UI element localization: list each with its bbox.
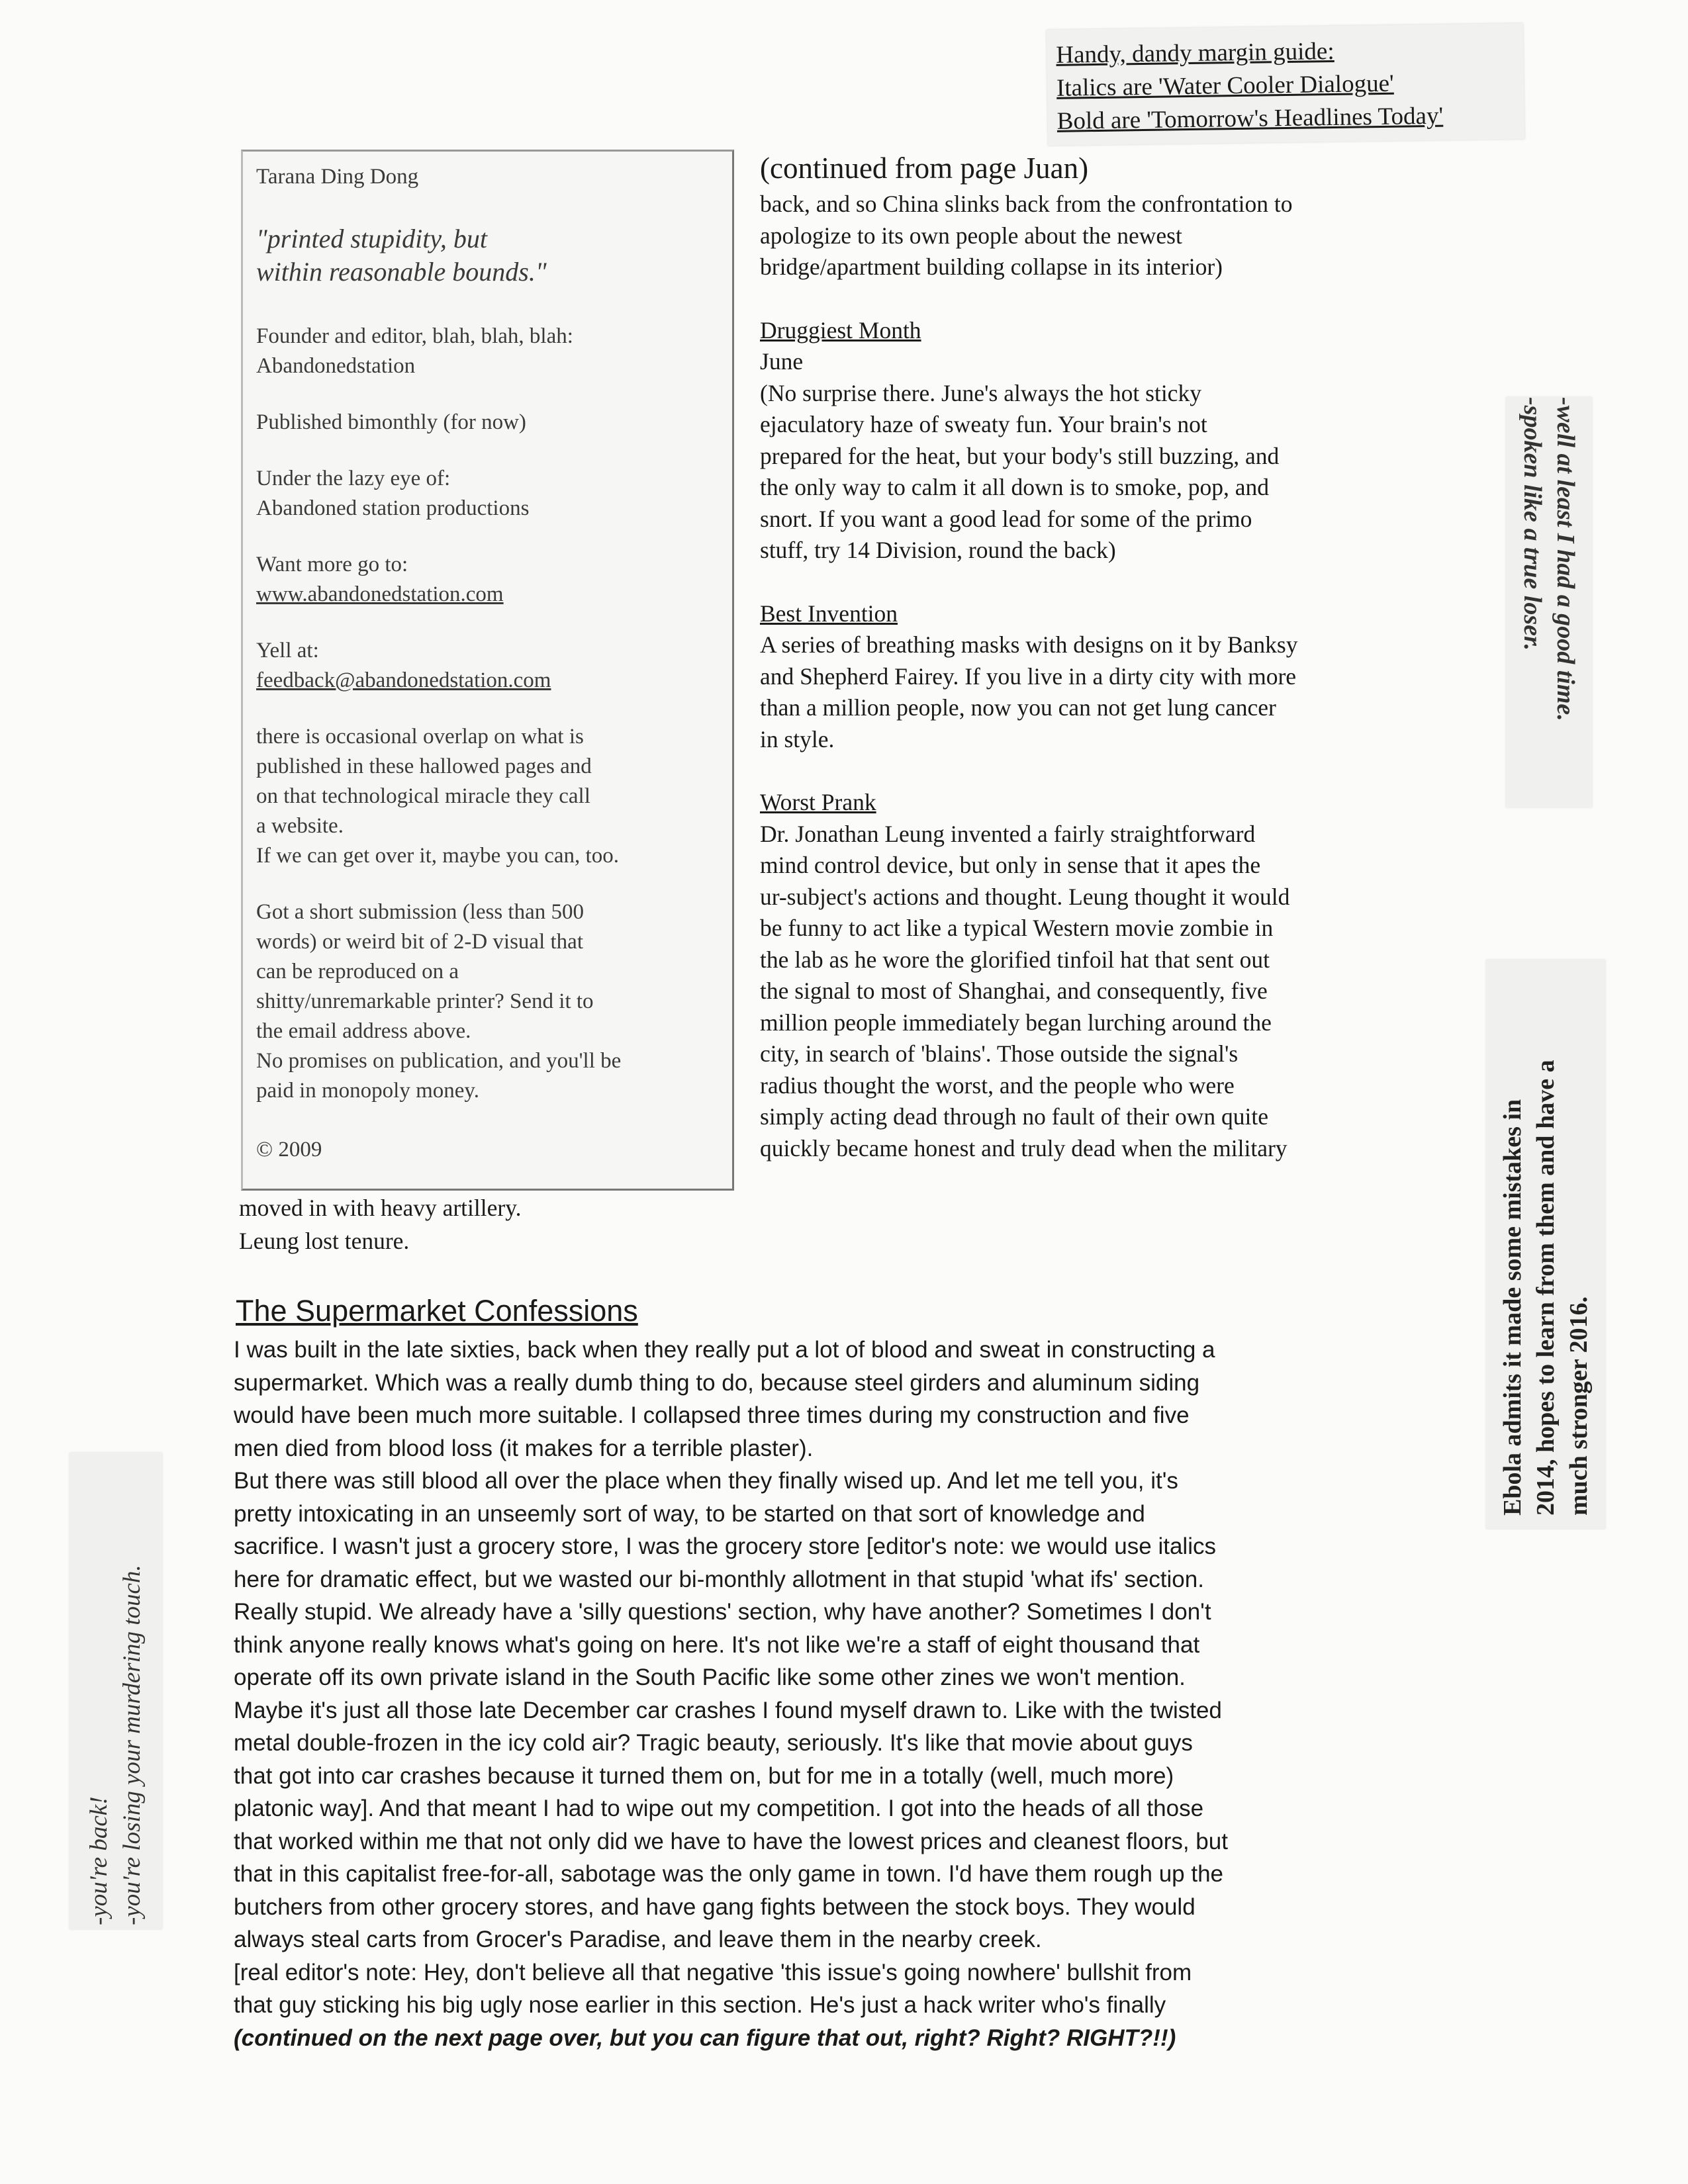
text-line: Leung lost tenure. (239, 1228, 410, 1254)
continued-next-page: (continued on the next page over, but you can figure that out, right? Right? RIGHT?!!) (234, 2025, 1176, 2051)
druggiest-heading: Druggiest Month (760, 316, 921, 343)
prank-continuation (239, 1191, 522, 1257)
lazy-eye-label: Under the lazy eye of: (256, 467, 451, 490)
masthead-box (241, 150, 734, 1191)
text-line: moved in with heavy artillery. (239, 1195, 522, 1221)
text-line: snort. If you want a good lead for some of the primo (760, 505, 1252, 532)
text-line: be funny to act like a typical Western movie zombie in (760, 915, 1274, 941)
masthead-title: Tarana Ding Dong (256, 165, 419, 189)
right-column (760, 149, 1442, 1164)
text-line: million people immediately began lurching around the (760, 1009, 1272, 1036)
founder-label: Founder and editor, blah, blah, blah: (256, 324, 573, 348)
text-line: that got into car crashes because it turned them on, but for me in a totally (well, much more) (234, 1762, 1174, 1789)
text-line: supermarket. Which was a really dumb thing to do, because steel girders and aluminum siding (234, 1369, 1200, 1396)
text-line: pretty intoxicating in an unseemly sort of way, to be started on that sort of knowledge and (234, 1500, 1145, 1527)
text-line: (No surprise there. June's always the hot sticky (760, 379, 1201, 406)
text-line: and Shepherd Fairey. If you live in a dirty city with more (760, 662, 1297, 690)
continued-from-heading: (continued from page Juan) (760, 152, 1089, 185)
strip-line: -you're back! (85, 1796, 113, 1925)
text-line: that in this capitalist free-for-all, sabotage was the only game in town. I'd have them rough up the (234, 1861, 1224, 1887)
copyright: © 2009 (256, 1138, 322, 1161)
margin-strip-loser (1506, 397, 1592, 807)
text-line: back, and so China slinks back from the confrontation to (760, 191, 1293, 217)
text-line: butchers from other grocery stores, and have gang fights between the stock boys. They would (234, 1893, 1196, 1920)
text-line: prepared for the heat, but your body's still buzzing, and (760, 442, 1280, 469)
text-line: But there was still blood all over the place when they finally wised up. And let me tell you, it's (234, 1468, 1178, 1494)
overlap-line: on that technological miracle they call (256, 784, 590, 808)
invention-heading: Best Invention (760, 600, 898, 627)
text-line: stuff, try 14 Division, round the back) (760, 537, 1116, 563)
text-line: in style. (760, 725, 835, 752)
text-line: apologize to its own people about the newest (760, 222, 1182, 249)
submission-line: can be reproduced on a (256, 960, 459, 983)
text-line: mind control device, but only in sense that it apes the (760, 852, 1261, 878)
text-line: quickly became honest and truly dead when the military (760, 1134, 1288, 1161)
text-line: think anyone really knows what's going on here. It's not like we're a staff of eight thousand that (234, 1631, 1200, 1658)
prank-heading: Worst Prank (760, 789, 876, 815)
overlap-line: published in these hallowed pages and (256, 754, 592, 778)
strip-line: -you're losing your murdering touch. (118, 1565, 146, 1925)
strip-line: -spoken like a true loser. (1519, 397, 1546, 651)
submission-line: paid in monopoly money. (256, 1079, 479, 1103)
text-line: the lab as he wore the glorified tinfoil hat that sent out (760, 946, 1270, 973)
article-title: The Supermarket Confessions (236, 1294, 638, 1328)
intro-paragraph (760, 189, 1442, 283)
text-line: operate off its own private island in the South Pacific like some other zines we won't mention. (234, 1664, 1186, 1690)
text-line: Really stupid. We already have a 'silly questions' section, why have another? Sometimes I don't (234, 1599, 1211, 1625)
overlap-line: a website. (256, 814, 344, 838)
overlap-line: If we can get over it, maybe you can, too. (256, 844, 619, 868)
text-line: than a million people, now you can not get lung cancer (760, 694, 1276, 721)
submission-line: the email address above. (256, 1019, 471, 1043)
margin-guide-note (1047, 23, 1524, 146)
strip-line: 2014, hopes to learn from them and have a (1532, 1060, 1560, 1516)
overlap-note (256, 722, 732, 871)
text-line: always steal carts from Grocer's Paradise, and leave them in the nearby creek. (234, 1927, 1042, 1952)
text-line: [real editor's note: Hey, don't believe all that negative 'this issue's going nowhere' bullshit from (234, 1959, 1192, 1985)
lazy-eye-value: Abandoned station productions (256, 496, 530, 520)
submission-line: words) or weird bit of 2-D visual that (256, 930, 583, 954)
yell-label: Yell at: (256, 639, 319, 662)
text-line: the only way to calm it all down is to smoke, pop, and (760, 474, 1270, 500)
text-line: that guy sticking his big ugly nose earlier in this section. He's just a hack writer who's finally (234, 1992, 1166, 2018)
text-line: Dr. Jonathan Leung invented a fairly straightforward (760, 820, 1256, 847)
website-link[interactable]: www.abandonedstation.com (256, 582, 504, 606)
strip-line: Ebola admits it made some mistakes in (1499, 1099, 1526, 1516)
text-line: city, in search of 'blains'. Those outside the signal's (760, 1040, 1239, 1067)
margin-guide-line: Handy, dandy margin guide: (1056, 37, 1335, 69)
published-info: Published bimonthly (for now) (256, 410, 526, 434)
submission-line: shitty/unremarkable printer? Send it to (256, 989, 594, 1013)
text-line: radius thought the worst, and the people who were (760, 1071, 1235, 1099)
masthead-tagline (256, 222, 732, 289)
text-line: that worked within me that not only did we have to have the lowest prices and cleanest floors, but (234, 1828, 1228, 1854)
invention-paragraph (760, 629, 1442, 755)
submission-line: No promises on publication, and you'll be (256, 1049, 622, 1073)
margin-guide-line: Italics are 'Water Cooler Dialogue' (1056, 69, 1394, 102)
text-line: simply acting dead through no fault of their own quite (760, 1103, 1269, 1130)
founder-value: Abandonedstation (256, 354, 416, 378)
overlap-line: there is occasional overlap on what is (256, 725, 584, 749)
text-line: sacrifice. I wasn't just a grocery store, I was the grocery store [editor's note: we would use italics (234, 1533, 1216, 1559)
strip-line: -well at least I had a good time. (1552, 397, 1579, 721)
text-line: would have been much more suitable. I collapsed three times during my construction and five (234, 1402, 1190, 1428)
margin-strip-headline (1486, 960, 1605, 1529)
text-line: ur-subject's actions and thought. Leung thought it would (760, 883, 1290, 910)
want-more-label: Want more go to: (256, 553, 408, 576)
text-line: I was built in the late sixties, back when they really put a lot of blood and sweat in constructing a (234, 1337, 1215, 1363)
tagline-line: within reasonable bounds." (256, 257, 547, 287)
submission-note (256, 897, 732, 1106)
text-line: here for dramatic effect, but we wasted our bi-monthly allotment in that stupid 'what ifs' section. (234, 1566, 1204, 1592)
margin-strip-back (70, 1453, 162, 1929)
text-line: the signal to most of Shanghai, and consequently, five (760, 978, 1268, 1004)
text-line: ejaculatory haze of sweaty fun. Your brain's not (760, 411, 1207, 437)
article-body (234, 1334, 1425, 2054)
text-line: bridge/apartment building collapse in its interior) (760, 253, 1223, 280)
druggiest-paragraph (760, 378, 1442, 567)
text-line: platonic way]. And that meant I had to wipe out my competition. I got into the heads of all those (234, 1796, 1204, 1821)
strip-line: much stronger 2016. (1565, 1296, 1593, 1516)
prank-paragraph (760, 819, 1442, 1165)
text-line: Maybe it's just all those late December car crashes I found myself drawn to. Like with the twisted (234, 1697, 1222, 1723)
submission-line: Got a short submission (less than 500 (256, 900, 584, 924)
margin-guide-line: Bold are 'Tomorrow's Headlines Today' (1056, 102, 1444, 135)
druggiest-value: June (760, 348, 804, 375)
text-line: metal double-frozen in the icy cold air? Tragic beauty, seriously. It's like that movie about guys (234, 1730, 1193, 1756)
email-link[interactable]: feedback@abandonedstation.com (256, 668, 551, 692)
text-line: men died from blood loss (it makes for a terrible plaster). (234, 1435, 814, 1461)
text-line: A series of breathing masks with designs on it by Banksy (760, 631, 1298, 658)
tagline-line: "printed stupidity, but (256, 224, 488, 253)
